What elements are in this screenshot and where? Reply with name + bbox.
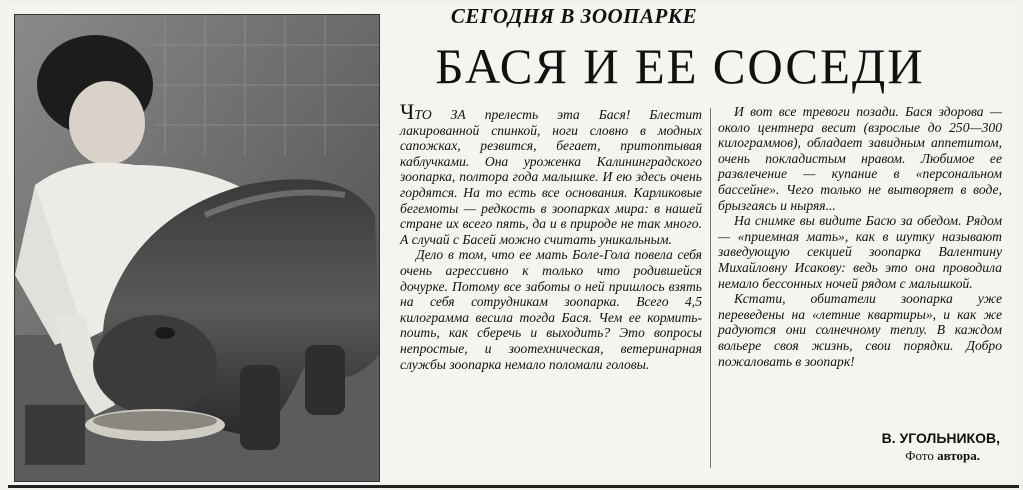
paragraph: Кстати, обитатели зоопарка уже переведены на «летние квартиры», и как же радуются они солнечному теплу. В каждом вольере своя жизнь, свои порядки. Добро пожаловать в зоопарк! [718, 291, 1002, 369]
hippo-photo-illustration [15, 15, 379, 481]
section-rubric: СЕГОДНЯ В ЗООПАРКЕ [450, 4, 698, 28]
paragraph: И вот все тревоги позади. Бася здорова — около центнера весит (взрослые до 250—300 килограммов), обладает завидным аппетитом, очень покладистым нравом. Любимое ее развлечение — купание в «персональном бассейне». Чего только не вытворяет в воде, брызгаясь и ныряя... [718, 104, 1002, 213]
author-byline: В. УГОЛЬНИКОВ, [881, 430, 1000, 446]
paragraph: Дело в том, что ее мать Боле-Гола повела себя очень агрессивно к только что родившейся дочурке. Потому все заботы о ней пришлось взять на себя сотрудникам зоопарка. Всего 4,5 килограмма весила тогда Бася. Чем ее кормить-поить, как сберечь и выходить? Это вопросы непростые, и зоотехническая, ветеринарная службы зоопарка немало поломали головы. [400, 247, 702, 372]
bottom-rule [8, 485, 1019, 488]
photo-credit [830, 448, 980, 464]
article-column-right [718, 104, 1002, 369]
credit-author: автора. [937, 448, 980, 463]
paragraph [400, 99, 702, 247]
paragraph-text: ТО ЗА прелесть эта Бася! Блестит лакированной спинкой, ноги словно в модных сапожках, резвится, бегает, притоптывая каблучками. Она уроженка Калининградского зоопарка, полтора года малышке. И ею здесь очень гордятся. На то есть все основания. Карликовые бегемоты — редкость в зоопарках мира: в нашей стране их всего пять, да и в природе не так много. А случай с Басей можно считать уникальным. [400, 107, 702, 247]
article-headline: БАСЯ И ЕЕ СОСЕДИ [435, 38, 925, 94]
dropcap: Ч [400, 99, 415, 124]
article-column-left [400, 99, 702, 372]
photo-zookeeper-with-pygmy-hippo [14, 14, 380, 482]
column-divider [710, 108, 711, 468]
credit-prefix: Фото [905, 448, 934, 463]
paragraph: На снимке вы видите Басю за обедом. Рядом — «приемная мать», как в шутку называют заведующую секцией зоопарка Валентину Михайловну Исакову: ведь это она проводила немало бессонных ночей рядом с малышкой. [718, 213, 1002, 291]
